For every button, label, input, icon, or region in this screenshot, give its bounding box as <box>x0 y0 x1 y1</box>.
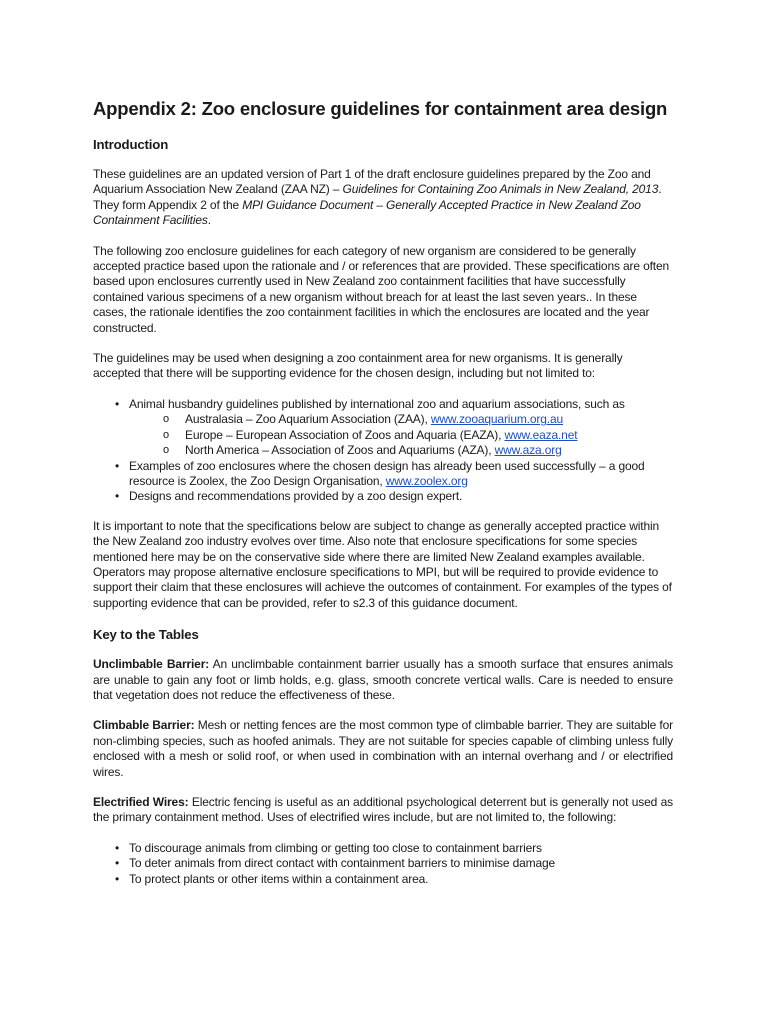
zoolex-link[interactable]: www.zoolex.org <box>385 473 468 488</box>
electrified-wires-term: Electrified Wires: <box>93 795 189 809</box>
intro-heading: Introduction <box>93 137 169 152</box>
electrified-uses-list <box>93 841 673 887</box>
document-page <box>93 96 673 901</box>
climbable-barrier-paragraph: Climbable Barrier: Mesh or netting fences are the most common type of climbable barrier. They are suitable for non-climbing species, such as hoofed animals. They are not suitable for species capable of climbing unless fully enclosed with a mesh or solid roof, or when used in combination with an internal overhang and / or electrified wires. <box>93 718 673 779</box>
list-item: • To discourage animals from climbing or getting too close to containment barriers <box>93 841 673 856</box>
key-heading: Key to the Tables <box>93 627 199 643</box>
list-item: • To protect plants or other items within a containment area. <box>93 872 673 887</box>
aza-link[interactable]: www.aza.org <box>494 443 562 458</box>
list-item: • Animal husbandry guidelines published by international zoo and aquarium associations, such as o Australasia – Zoo Aquarium Association (ZAA), www.zooaquarium.org.au o Europe – European Association of Zoos and Aquaria (EAZA), www.eaza.net o North America – Association of Zoos and Aquariums (AZA), www.aza.org <box>93 397 673 459</box>
intro-paragraph-3: The guidelines may be used when designing a zoo containment area for new organisms. It is generally accepted that there will be supporting evidence for the chosen design, including but not limited to: <box>93 351 623 381</box>
eaza-link[interactable]: www.eaza.net <box>504 427 578 442</box>
list-item: o Australasia – Zoo Aquarium Association (ZAA), www.zooaquarium.org.au <box>129 412 673 427</box>
list-item: • To deter animals from direct contact with containment barriers to minimise damage <box>93 856 673 871</box>
list-item: • Examples of zoo enclosures where the chosen design has already been used successfully – a good resource is Zoolex, the Zoo Design Organisation, www.zoolex.org <box>93 459 673 490</box>
association-list <box>129 412 673 458</box>
list-item: • Designs and recommendations provided by a zoo design expert. <box>93 489 673 504</box>
electrified-wires-paragraph: Electrified Wires: Electric fencing is useful as an additional psychological deterrent but is generally not used as the primary containment method. Uses of electrified wires include, but are not limited to, the following: <box>93 795 673 825</box>
list-item: o Europe – European Association of Zoos and Aquaria (EAZA), www.eaza.net <box>129 428 673 443</box>
intro-paragraph-1: These guidelines are an updated version of Part 1 of the draft enclosure guidelines prepared by the Zoo and Aquarium Association New Zealand (ZAA NZ) – Guidelines for Containing Zoo Animals in New Zealand, 2013. They form Appendix 2 of the MPI Guidance Document – Generally Accepted Practice in New Zealand Zoo Containment Facilities. <box>93 167 662 228</box>
intro-paragraph-2: The following zoo enclosure guidelines for each category of new organism are considered to be generally accepted practice based upon the rationale and / or references that are provided. These specifications are often based upon enclosures currently used in New Zealand zoo containment facilities that have successfully contained various specimens of a new organism without breach for at least the last seven years.. In these cases, the rationale identifies the zoo containment facilities in which the enclosures are located and the year constructed. <box>93 243 670 335</box>
climbable-barrier-term: Climbable Barrier: <box>93 718 195 733</box>
zaa-link[interactable]: www.zooaquarium.org.au <box>430 412 563 427</box>
unclimbable-barrier-paragraph: Unclimbable Barrier: An unclimbable containment barrier usually has a smooth surface that ensures animals are unable to gain any foot or limb holds, e.g. glass, smooth concrete vertical walls. Care is needed to ensure that vegetation does not reduce the effectiveness of these. <box>93 657 673 702</box>
unclimbable-barrier-term: Unclimbable Barrier: <box>93 657 210 672</box>
intro-paragraph-4: It is important to note that the specifications below are subject to change as generally accepted practice within the New Zealand zoo industry evolves over time. Also note that enclosure specifications for some species mentioned here may be on the conservative side where there are limited New Zealand examples available. Operators may propose alternative enclosure specifications to MPI, but will be required to provide evidence to support their claim that these enclosures will achieve the outcomes of containment. For examples of the types of supporting evidence that can be provided, refer to s2.3 of this guidance document. <box>93 518 672 610</box>
list-item: o North America – Association of Zoos and Aquariums (AZA), www.aza.org <box>129 443 673 458</box>
evidence-list <box>93 397 673 505</box>
page-title: Appendix 2: Zoo enclosure guidelines for containment area design <box>93 98 668 119</box>
